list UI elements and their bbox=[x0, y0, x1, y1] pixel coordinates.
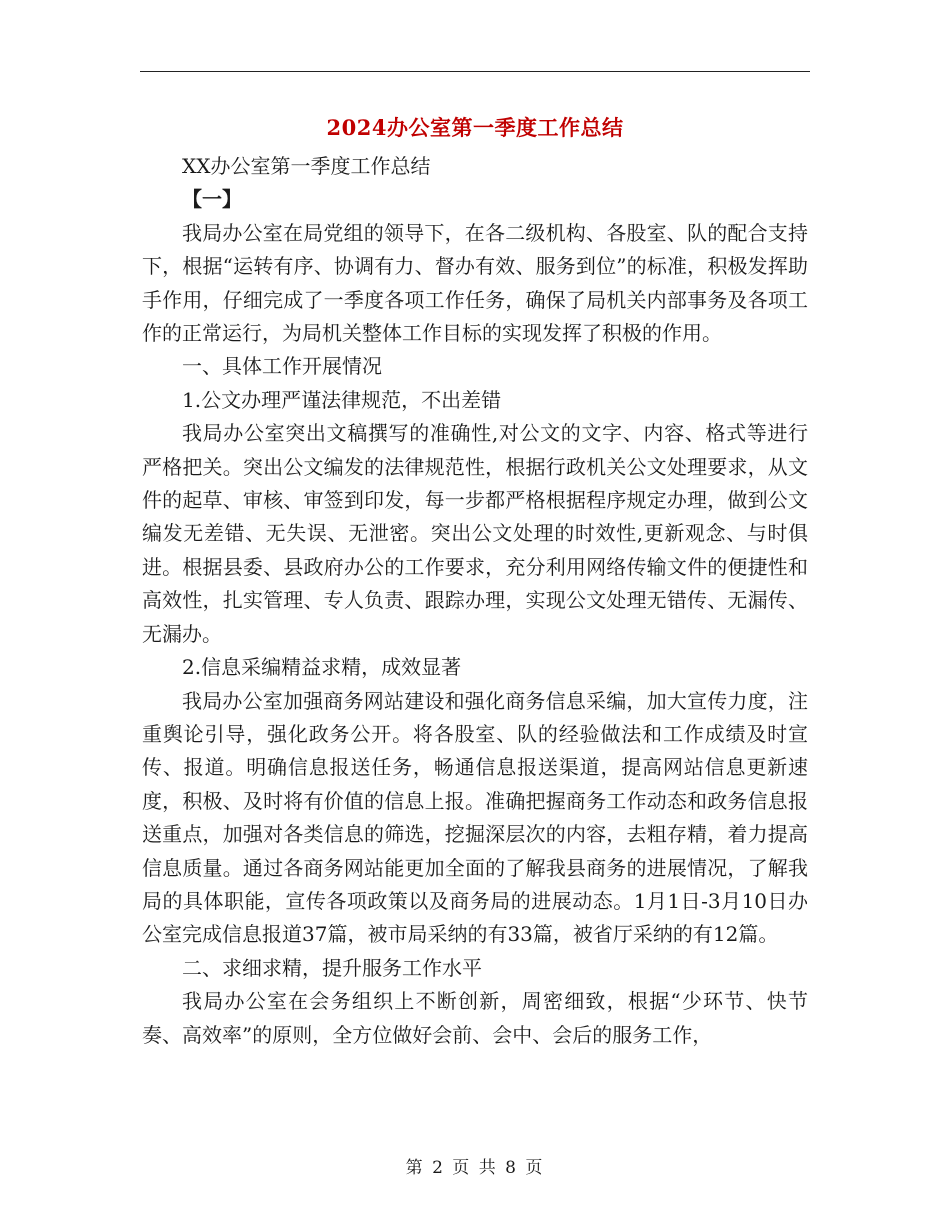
header-rule bbox=[140, 71, 810, 72]
subsection-heading: 2.信息采编精益求精，成效显著 bbox=[182, 655, 462, 680]
document-subtitle: XX办公室第一季度工作总结 bbox=[182, 154, 431, 178]
document-body bbox=[142, 150, 808, 1052]
paragraph: 我局办公室在会务组织上不断创新，周密细致，根据“少环节、快节奏、高效率”的原则，全方位做好会前、会中、会后的服务工作， bbox=[142, 989, 808, 1047]
paragraph: 我局办公室加强商务网站建设和强化商务信息采编，加大宣传力度，注重舆论引导，强化政务公开。将各股室、队的经验做法和工作成绩及时宣传、报道。明确信息报送任务，畅通信息报送渠道，提高网站信息更新速度，积极、及时将有价值的信息上报。准确把握商务工作动态和政务信息报送重点，加强对各类信息的筛选，挖掘深层次的内容，去粗存精，着力提高信息质量。通过各商务网站能更加全面的了解我县商务的进展情况，了解我局的具体职能，宣传各项政策以及商务局的进展动态。1月1日-3月10日办公室完成信息报道37篇，被市局采纳的有33篇，被省厅采纳的有12篇。 bbox=[142, 688, 808, 947]
paragraph: 我局办公室突出文稿撰写的准确性,对公文的文字、内容、格式等进行严格把关。突出公文编发的法律规范性，根据行政机关公文处理要求，从文件的起草、审核、审签到印发，每一步都严格根据程序规定办理，做到公文编发无差错、无失误、无泄密。突出公文处理的时效性,更新观念、与时俱进。根据县委、县政府办公的工作要求，充分利用网络传输文件的便捷性和高效性，扎实管理、专人负责、跟踪办理，实现公文处理无错传、无漏传、无漏办。 bbox=[142, 421, 808, 646]
part-label: 【一】 bbox=[182, 187, 242, 212]
document-title: 2024办公室第一季度工作总结 bbox=[326, 115, 624, 140]
page-number: 第 2 页 共 8 页 bbox=[405, 1158, 545, 1178]
paragraph: 我局办公室在局党组的领导下，在各二级机构、各股室、队的配合支持下，根据“运转有序、协调有力、督办有效、服务到位”的标准，积极发挥助手作用，仔细完成了一季度各项工作任务，确保了局机关内部事务及各项工作的正常运行，为局机关整体工作目标的实现发挥了积极的作用。 bbox=[142, 220, 808, 346]
section-heading: 二、求细求精，提升服务工作水平 bbox=[182, 955, 482, 980]
subsection-heading: 1.公文办理严谨法律规范，不出差错 bbox=[182, 387, 502, 412]
section-heading: 一、具体工作开展情况 bbox=[182, 354, 382, 379]
